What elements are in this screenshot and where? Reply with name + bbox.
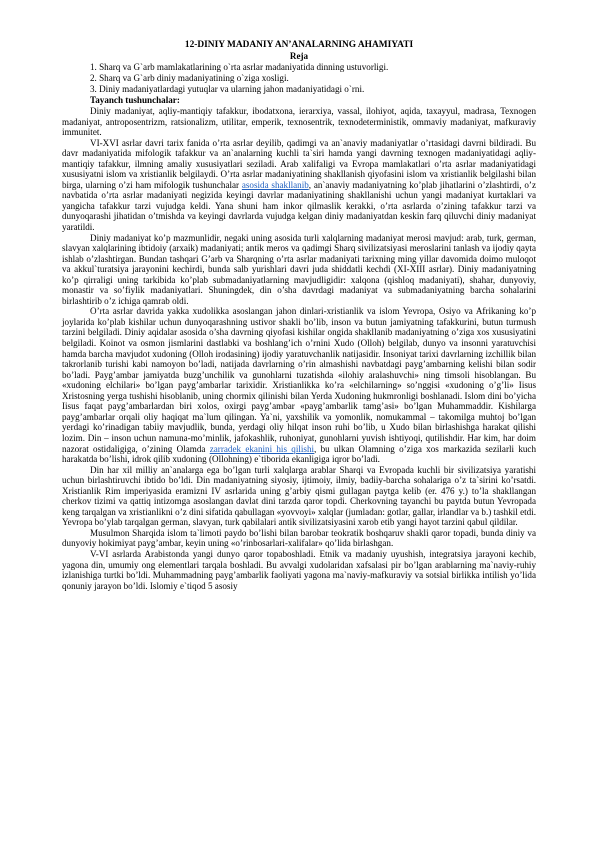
concepts-paragraph: Diniy madaniyat, aqliy-mantiqiy tafakkur, ibodatxona, ierarxiya, vassal, ilohiyot, aqida, taxayyul, madrasa, Texnogen madaniyat, antroposentrizm, ratsionalizm, utilitar, emperik, texnosentrik, texnodeterministik, ommaviy madaniyat, mafkuraviy immunitet. (62, 106, 536, 138)
document-title: 12-DINIY MADANIY AN’ANALARNING AHAMIYATI (184, 40, 414, 50)
paragraph-3-text-b: , bu ulkan Olamning o’ziga xos markazida sezilarli kuch harakatda bo’lishi, idrok qilib xudoning (Ollohning) e`tiborida ekanligiga iqror bo’ladi. (62, 443, 536, 465)
link-asosida-shakllanib[interactable]: asosida shakllanib (241, 179, 309, 190)
concepts-heading: Tayanch tushunchalar: (90, 95, 180, 105)
document-page (62, 40, 536, 591)
paragraph-6: V-VI asrlarda Arabistonda yangi dunyo qaror topaboshladi. Etnik va madaniy uyushish, integratsiya jarayoni kechib, yagona din, umumiy ong elementlari tarqala boshladi. Bu avvalgi xudolaridan xafsalasi pir bo’lgan arablarning ma`naviy-ruhiy izlanishiga turtki bo’ldi. Muhammadning payg’ambarlik faoliyati yagona ma`naviy-mafkuraviy va sotsial birlikka intilish yo’lida qonuniy jarayon bo’ldi. Islomiy e`tiqod 5 asosiy (62, 548, 536, 591)
plan-heading: Reja (289, 51, 309, 61)
paragraph-3 (62, 306, 536, 464)
link-zarradek[interactable]: zarradek ekanini his qilishi (209, 443, 315, 454)
paragraph-1-text-b: , an`anaviy madaniyatning ko’plab jihatlarini o’zlashtirdi, o’z navbatida o’rta asrlar madaniyati negizida keyingi davrlar madaniyatining shakllanishi uchun yangi madaniyat kurtaklari va yangicha tafakkur tarzi vujudga keldi. Yana shuni ham inkor qilmaslik kerakki, o’rta asrlarda o’zining tafakkur tarzi va dunyoqarashi jihatidan o’tmishda va keyingi davrlarda vujudga kelgan diniy madaniyatdan keskin farq qiluvchi diniy madaniyat yaratildi. (62, 179, 536, 233)
plan-item-2: 2. Sharq va G`arb diniy madaniyatining o`ziga xosligi. (90, 73, 289, 83)
paragraph-5: Musulmon Sharqida islom ta`limoti paydo bo’lishi bilan barobar teokratik boshqaruv shakli qaror topadi, bunda diniy va dunyoviy hokimiyat payg’ambar, keyin uning «o’rinbosarlari-xalifalar» qo’lida birlashgan. (62, 527, 536, 549)
paragraph-2: Diniy madaniyat ko’p mazmunlidir, negaki uning asosida turli xalqlarning madaniyat merosi mavjud: arab, turk, german, slavyan xalqlarining ibtidoiy (arxaik) madaniyati; antik meros va qadimgi Sharq sivilizatsiyasi meroslarini tanlash va ijodiy qayta ishlab o’zlashtirgan. Bundan tashqari G’arb va Sharqning o’rta asrlar madaniyati tarixning ming yillar davomida doimo muloqot va akkul`turatsiya jarayonini kechirdi, bunda salb yurishlari davri juda shiddatli kechdi (XI-XIII asrlar). Diniy madaniyatning ko’p qirraligi uning tarkibida ko’plab submadaniyatlarning mavjudligidir: xalqona (qishloq madaniyati), shahar, dunyoviy, monastir va so’fiylik madaniyatlari. Shuningdek, din o’sha davrdagi madaniyat va submadaniyatning barcha sohalarini birlashtirib o’z ichiga qamrab oldi. (62, 232, 536, 306)
paragraph-4: Din har xil milliy an`analarga ega bo’lgan turli xalqlarga arablar Sharqi va Evropada kuchli bir sivilizatsiya yaratishi uchun birlashtiruvchi ibtido bo’ldi. Din madaniyatning siyosiy, ijtimoiy, ilmiy, badiiy-barcha sohalariga o’z ta`sirini ko’rsatdi. Xristianlik Rim imperiyasida eramizni IV asrlarida uning g’arbiy qismi gullagan paytga kelib (er. 476 y.) to’la shakllangan cherkov tizimi va qattiq intizomga asoslangan davlat dini tarzda qaror topdi. Cherkovning tayanchi bu paytda butun Yevropada keng tarqalgan va xristianlikni o’z dini sifatida qabullagan «yovvoyi» xalqlar (jumladan: gotlar, gallar, irlandlar va b.) tashkil etdi. Yevropa bo’ylab tarqalgan german, slavyan, turk qabilalari antik sivilizatsiyasini xarob etib yangi hayot tarzini qabul qildilar. (62, 464, 536, 528)
paragraph-3-text-a: O’rta asrlar davrida yakka xudolikka asoslangan jahon dinlari-xristianlik va islom Yevropa, Osiyo va Afrikaning ko’p joylarida ko’plab kishilar uchun dunyoqarashning ustivor shakli bo’lib, inson va butun jamiyatning tafakkurini, butun turmush tarzini belgiladi. Diniy aqidalar asosida o’sha davrning qiyofasi kishilar ongida shakllanib madaniyatning o’ziga xos xususiyatini belgiladi. Koinot va osmon jismlarini dastlabki va boshlang’ich o’rnini Xudo (Olloh) belgilab, dunyo va insonni yaratuvchisi hamda barcha mavjudot xudoning (Olloh irodasining) ijodiy yaratuvchanlik natijasidir. Insoniyat tarixi davrlarning izchillik bilan takrorlanib turishi kabi namoyon bo’ladi, natijada davrlarning o’rin almashishi navbatdagi payg’ambarning kelishi bilan sodir bo’ladi. Payg’ambar jamiyatda buzg’unchilik va gunohlarni tuzatishda «ilohiy aralashuvchi» ning timsoli hisoblangan. Bu «xudoning elchilari» bo’lgan payg’ambarlar tarixidir. Xristianlikka ko’ra «elchilarning» so’nggisi «xudoning o’g’li» Iisus Xristosning yerga tushishi hisoblanib, uning chormix qilinishi bilan Yerda Xudoning hukmronligi boshlanadi. Islom dini bo’yicha Iisus faqat payg’ambarlardan biri xolos, oxirgi payg’ambar «payg’ambarlik tamg’asi» bo’lgan Muhammaddir. Kishilarga payg’ambarlar orqali oliy haqiqat ma`lum qilingan. Ya`ni, yaxshilik va yomonlik, nomukammal – takomilga muhtoj bo’lgan yerdagi ko’rinadigan tabiiy mavjudlik, bunda, yerdagi oliy hilqat inson ruhi bo’lib, u Xudo bilan birlashishga harakat qilishi lozim. Din – inson uchun namuna-mo’minlik, jafokashlik, ruhoniyat, gunohlarni yuvish ishtiyoqi, qutilishdir. Har kim, har doim nazorat ostidaligiga, o’zining Olamda (62, 306, 536, 454)
plan-item-3: 3. Diniy madaniyatlardagi yutuqlar va ularning jahon madaniyatidagi o`rni. (90, 84, 365, 94)
paragraph-1 (62, 138, 536, 233)
paragraph-1-text-a: VI-XVI asrlar davri tarix fanida o’rta asrlar deyilib, qadimgi va an`anaviy madaniyatlar o’rtasidagi davrni bildiradi. Bu davr madaniyatida mifologik tafakkur va an`analarning kuchli ta`siri hamda yangi davrning texnogen madaniyatidagi aqliy-mantiqiy tafakkur, ilmning amaliy xususiyatlari seziladi. Arab xalifaligi va Evropa mamlakatlari o’rta asrlar madaniyatidagi xususiyatni islom va xristianlik belgilaydi. O’rta asrlar madaniyatining shakllanish qiyofasini islom va xristianlik belgilashi bilan birga, ularning o’zi ham mifologik tushunchalar (62, 137, 536, 190)
plan-item-1: 1. Sharq va G`arb mamlakatlarining o`rta asrlar madaniyatida dinning ustuvorligi. (90, 62, 389, 72)
